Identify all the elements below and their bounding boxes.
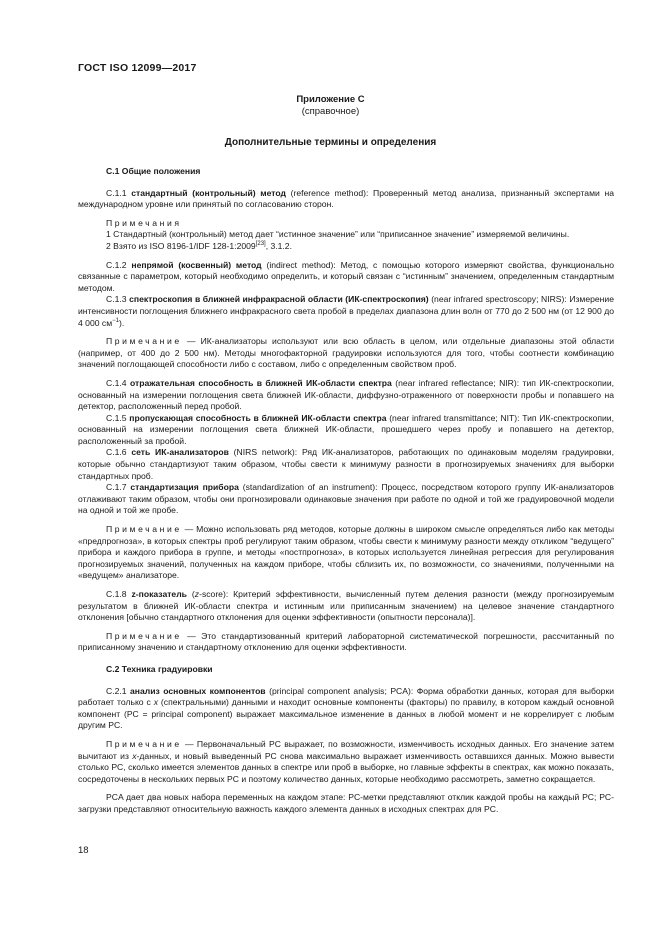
definition-c1-5: [78, 413, 614, 448]
definition-text: (NIRS network): Ряд ИК-анализаторов, работающих по одинаковым моделям градуировки, которые обычно стандартизуют таким образом, чтобы свести к минимуму разности в прогнозируемых значениях для выборки стандартных проб.: [78, 447, 614, 481]
term: спектроскопия в ближней инфракрасной области (ИК-спектроскопия): [129, 294, 429, 305]
pca-paragraph: PCA дает два новых набора переменных на каждом этапе: PC-метки представляют отклик каждой пробы на каждый PC; PC-загрузки представляют относительную важность каждого элемента данных в исходных спектрах для PC.: [78, 792, 614, 814]
clause-number: С.1.2: [106, 259, 127, 270]
term: отражательная способность в ближней ИК-области спектра: [129, 377, 392, 388]
definition-c1-8: С.1.8 z-показатель (z-score): Критерий эффективности, вычисленный путем деления разности (между прогнозируемым результатом в ближней ИК-области спектра и истинным или приписанным значением) на целевое значение стандартного отклонения [обычно стандартного отклонения для оценки эффективности (опытности персонала)].: [78, 589, 614, 623]
note-c2-1: Примечание — Первоначальный PC выражает, по возможности, изменчивость исходных данных. Его значение затем вычитают из x-данных, и новый выведенный PC снова максимально выражает изменчивость оставшихся данных. Можно вывести столько PC, сколько имеется элементов данных в спектре или проб в выборке, но главные эффекты в спектрах, как можно показать, сосредоточены в нескольких первых PC и поэтому количество данных, которые необходимо рассмотреть, заметно сокращается.: [78, 738, 614, 784]
definition-c2-1: С.2.1 анализ основных компонентов (principal component analysis; PCA): Форма обработки данных, которая для выборки работает только с x (спектральными) данными и находит основные компоненты (факторы) по правилу, в котором каждый основной компонент (PC = principal component) выражает максимальное изменение в данных в любой момент и не коррелирует с любым другим PC.: [78, 685, 615, 731]
clause-number: С.1.4: [106, 377, 127, 388]
annex-type: (справочное): [301, 106, 360, 117]
clause-number: С.1.1: [106, 187, 127, 198]
term: z-показатель: [131, 589, 187, 599]
document-body: [78, 166, 614, 816]
note-c1-8: Примечание — Это стандартизованный критерий лабораторной систематической погрешности, рассчитанный по приписанному значению и стандартному отклонению для оценки эффективности.: [78, 630, 614, 653]
clause-number: С.1.8: [106, 589, 127, 599]
note-label: Примечание: [106, 336, 182, 347]
annex-label: Приложение С: [296, 94, 365, 105]
definition-text: (near infrared spectroscopy; NIRS): Измерение интенсивности поглощения ближнего инфракрасного света пробой в пределах диапазона длин волн от 770 до 2 500 нм (от 12 900 до 4 000 см: [78, 294, 615, 328]
section-heading-c1: С.1 Общие положения: [106, 166, 201, 176]
clause-number: С.1.5: [106, 412, 127, 423]
definition-c1-7: [78, 482, 614, 517]
definition-text: (near infrared reflectance; NIR): тип ИК-спектроскопии, основанный на измерении поглощения света ближней ИК-области, диффузно-отраженного от поверхности пробы и попавшего на детектор, расположенный перед пробой.: [78, 377, 615, 412]
definition-text: -score): Критерий эффективности, вычисленный путем деления разности (между прогнозируемым результатом в ближней ИК-области спектра и истинным или приписанным значением) на целевое значение стандартного отклонения [обычно стандартного отклонения для оценки эффективности (опытности персонала)].: [78, 589, 614, 623]
term: непрямой (косвенный) метод: [131, 259, 262, 270]
citation-ref: [23]: [255, 241, 266, 248]
definition-c1-1: [78, 188, 614, 211]
term: сеть ИК-анализаторов: [131, 447, 229, 458]
note-label: Примечание: [106, 738, 182, 749]
clause-number: С.1.3: [106, 294, 127, 305]
note-label: Примечание: [106, 524, 182, 535]
definition-text: (near infrared transmittance; NIT): Тип ИК-спектроскопии, основанный на измерении поглощения света ближней ИК-области, прошедшего через пробу и попавшего на детектор, расположенный за пробой.: [78, 412, 614, 446]
definition-text: (спектральными) данными и находит основные компоненты (факторы) по правилу, в котором каждый основной компонент (PC = principal component) выражает максимальное изменение в данных в любой момент и не коррелирует с любым другим PC.: [78, 697, 614, 731]
definition-text: (standardization of an instrument): Процесс, посредством которого группу ИК-анализаторов отлаживают таким образом, чтобы они прогнозировали одинаковые значения при работе по одной и той же градуировочной модели на одной и той же пробе.: [78, 482, 614, 516]
definition-c1-6: [78, 447, 614, 482]
note-c1-3: Примечание — ИК-анализаторы используют или всю область в целом, или отдельные диапазоны этой области (например, от 400 до 2 500 нм). Методы многофакторной градуировки используются для того, чтобы соотнести комбинацию значений поглощающей способности либо с составом, либо с определенным свойством проб.: [78, 336, 614, 370]
clause-number: С.1.7: [106, 482, 127, 493]
note-1: 1 Стандартный (контрольный) метод дает “истинное значение” или “приписанное значение” измеряемой величины.: [106, 229, 570, 240]
term: анализ основных компонентов: [130, 685, 266, 696]
definition-c1-4: [78, 378, 614, 413]
definition-text: (indirect method): Метод, с помощью которого измеряют свойства, функционально связанные с параметром, который необходимо определить, и который связан с “истинным” значением, определенным стандартным методом.: [78, 259, 614, 293]
section-heading-c2: С.2 Техника градуировки: [106, 663, 213, 674]
term: пропускающая способность в ближней ИК-области спектра: [129, 412, 387, 423]
annex-title: Дополнительные термины и определения: [224, 137, 437, 148]
note-2: 2 Взято из ISO 8196-1/IDF 128-1:2009[23], 3.1.2.: [106, 240, 292, 251]
page-number: 18: [78, 845, 89, 856]
term: стандартизация прибора: [130, 482, 239, 493]
standard-code-header: ГОСТ ISO 12099—2017: [78, 62, 197, 74]
note-label: Примечание: [106, 630, 182, 641]
definition-text: (reference method): Проверенный метод анализа, признанный экспертами на международном уровне или принятый по согласованию сторон.: [78, 187, 614, 210]
definition-c1-3: С.1.3 спектроскопия в ближней инфракрасной области (ИК-спектроскопия) (near infrared spectroscopy; NIRS): Измерение интенсивности поглощения ближнего инфракрасного света пробой в пределах диапазона длин волн от 770 до 2 500 нм (от 12 900 до 4 000 $см^{-1}$).: [78, 294, 615, 328]
term: стандартный (контрольный) метод: [131, 187, 286, 198]
clause-number: С.2.1: [106, 685, 127, 696]
definition-c1-2: [78, 260, 614, 295]
notes-label: Примечания: [106, 217, 182, 228]
note-c1-7: Примечание — Можно использовать ряд методов, которые должны в широком смысле определяться либо как методы «предпрогноза», в которых спектры проб регулируют таким образом, чтобы свести к минимуму разности между откликом “ведущего” прибора и каждого прибора в группе, и методы «постпрогноза», в которых используется линейная регрессия для регулирования прогнозируемых значений, полученных на каждом приборе, чтобы сблизить их, по возможности, со значениями, полученными на «ведущем» анализаторе.: [78, 524, 614, 581]
clause-number: С.1.6: [106, 447, 127, 458]
